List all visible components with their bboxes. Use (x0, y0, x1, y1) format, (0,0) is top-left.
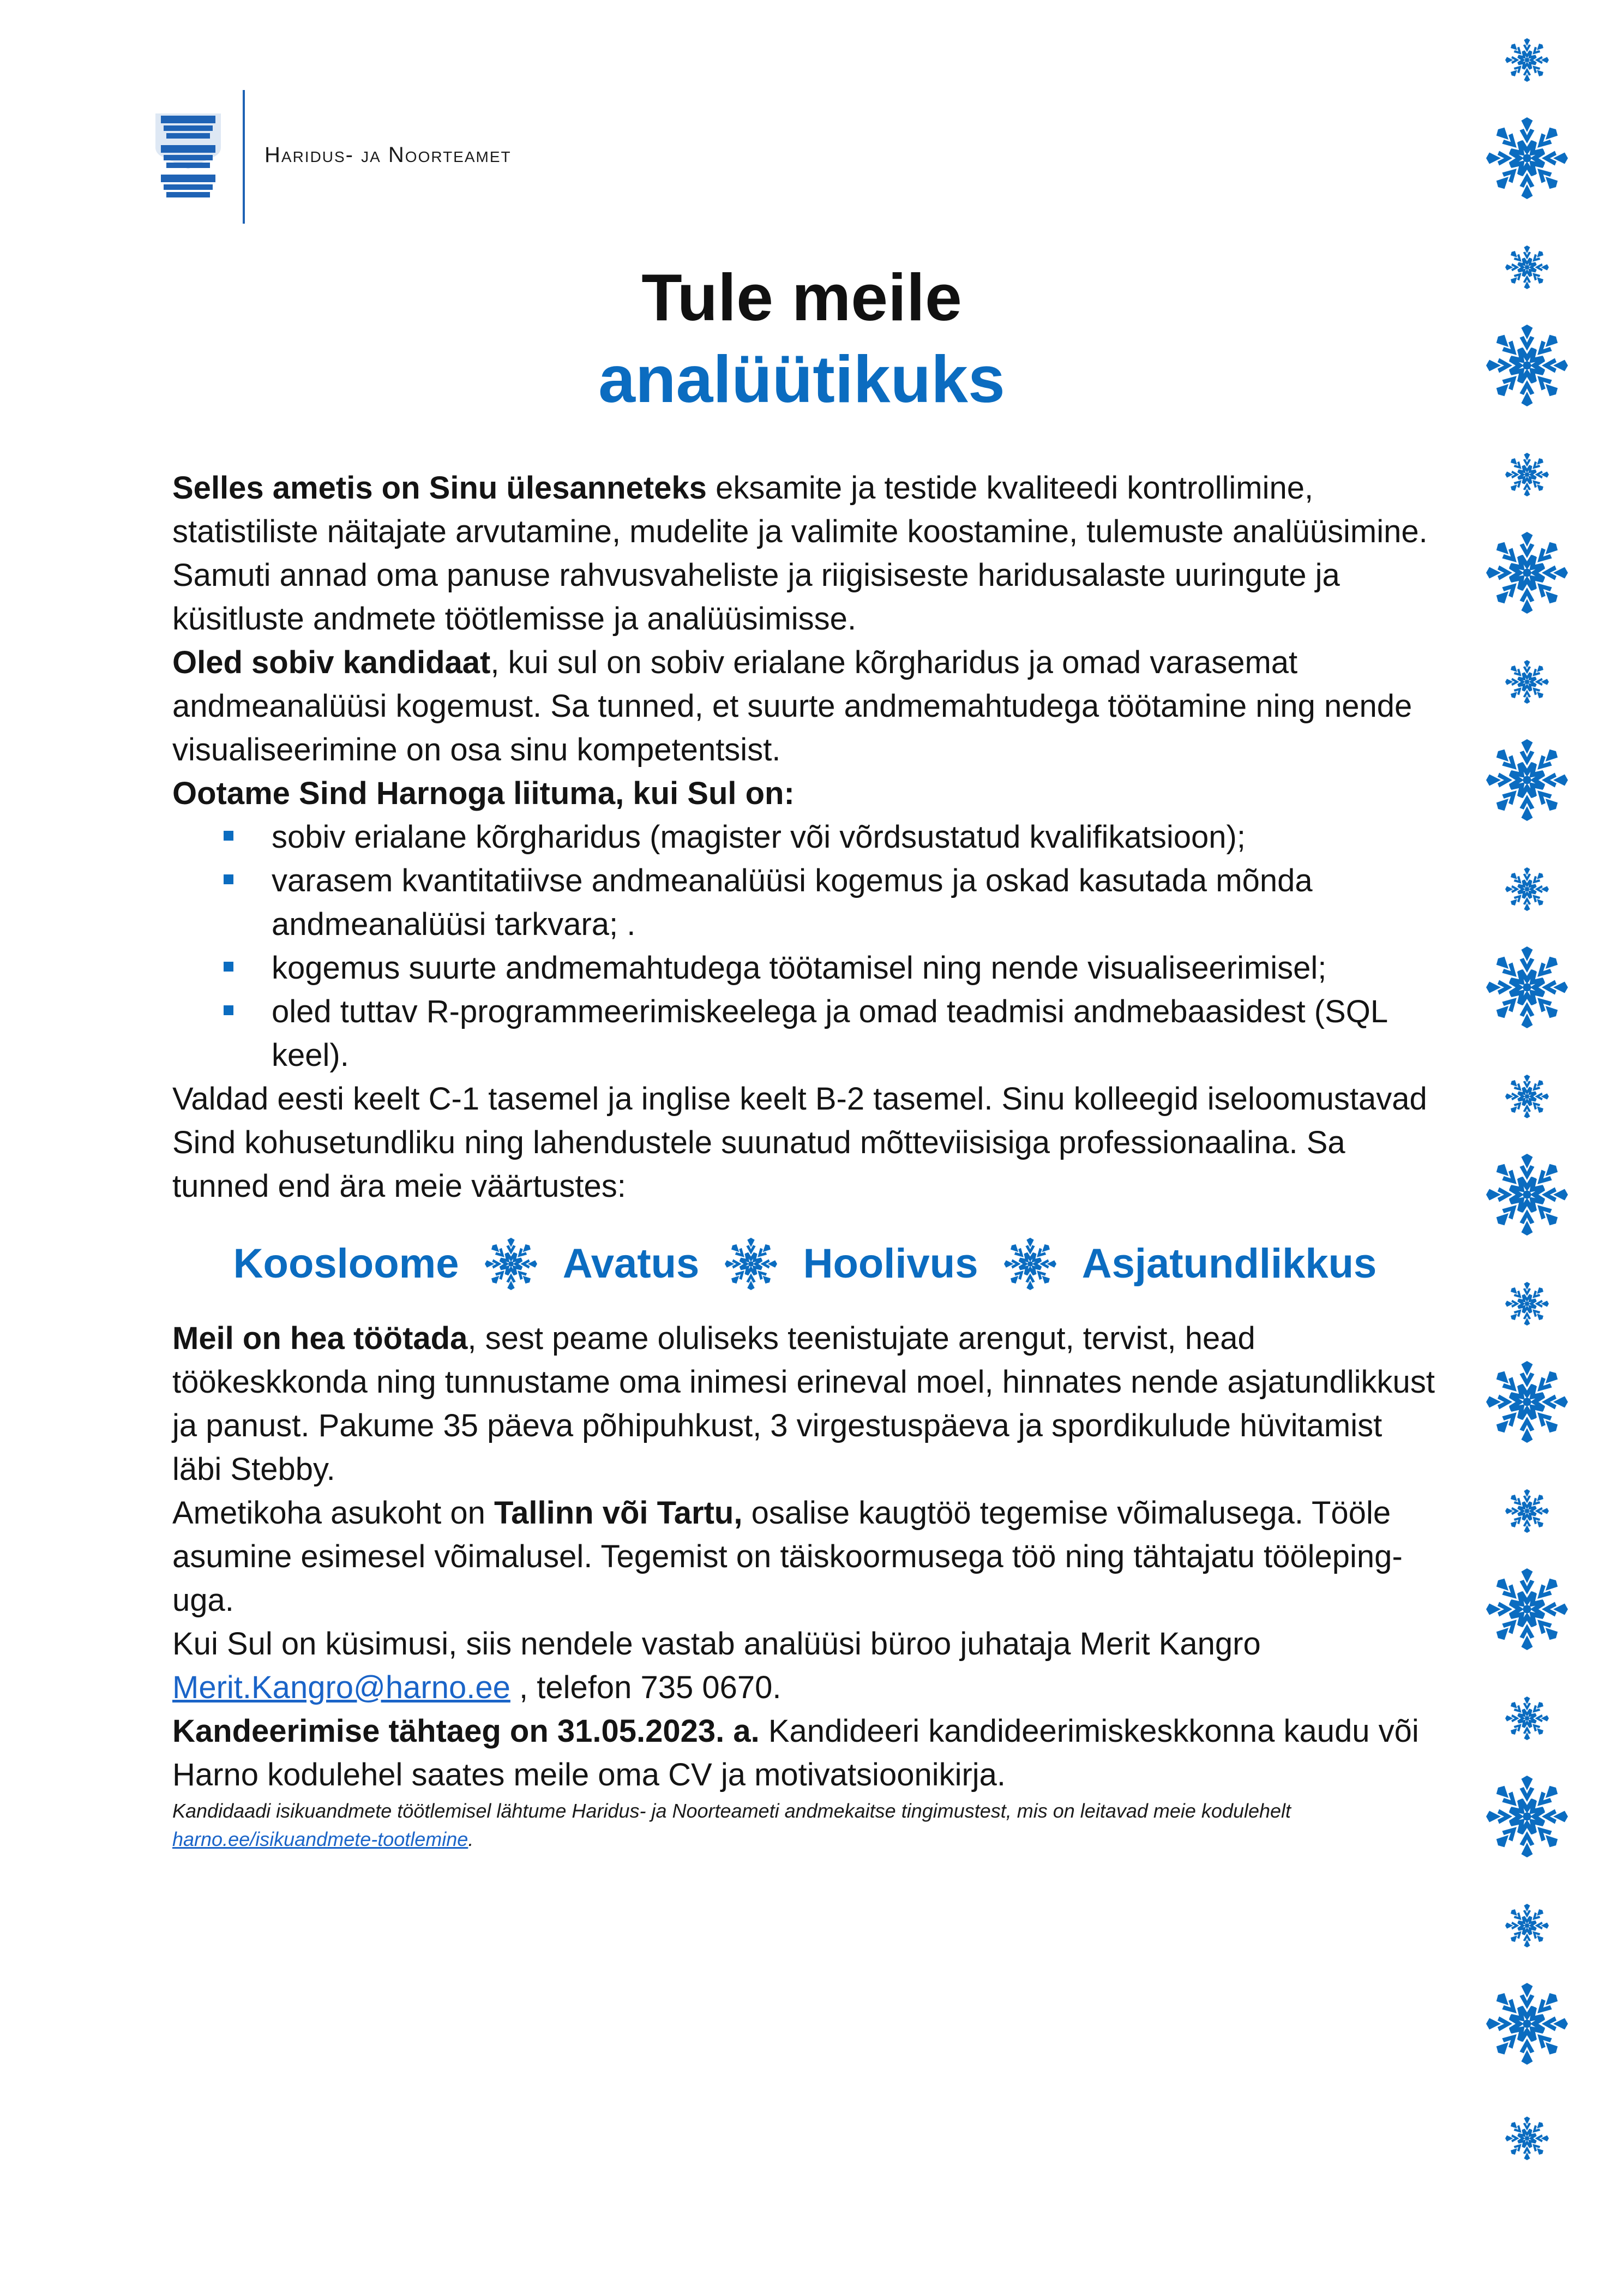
title-line-2: analüütikuks (598, 342, 1005, 416)
coat-of-arms-logo-icon (153, 109, 224, 205)
value-hoolivus: Hoolivus (803, 1240, 978, 1287)
square-bullet-icon (224, 1005, 233, 1015)
list-item: varasem kvantitatiivse andmeanalüüsi kogemus ja oskad kasutada mõnda andmeanalüüsi tarkvara; . (172, 859, 1438, 946)
tasks-text: eksamite ja testide kvaliteedi kontrollimine, statistiliste näitajate arvutamine, mudelite ja valimite koostamine, tulemuste analüüsimine. Samuti annad oma panuse rahvusvaheliste ja riigisiseste haridusalaste uuringute ja küsitluste andmete töötlemisse ja analüüsimisse. (172, 470, 1428, 637)
logo-divider (243, 90, 245, 224)
square-bullet-icon (224, 962, 233, 972)
location-paragraph: Ametikoha asukoht on Tallinn või Tartu, osalise kaugtöö tegemise võimalusega. Tööle asumine esimesel võimalusel. Tegemist on täiskoormusega töö ning tähtajatu töölepinguga. (172, 1495, 1403, 1618)
snowflake-star-icon (725, 1238, 777, 1290)
list-item: kogemus suurte andmemahtudega töötamisel ning nende visualiseerimisel; (172, 946, 1438, 990)
candidate-paragraph (172, 641, 1438, 772)
privacy-link[interactable]: harno.ee/isikuandmete-tootlemine (172, 1827, 468, 1850)
deadline-paragraph (172, 1710, 1438, 1797)
square-bullet-icon (224, 831, 233, 841)
contact-paragraph: Kui Sul on küsimusi, siis nendele vastab analüüsi büroo juhataja Merit Kangro Merit.Kangro@harno.ee , telefon 735 0670. (172, 1626, 1261, 1705)
organization-name: Haridus- ja Noorteamet (265, 143, 512, 167)
candidate-lead: Oled sobiv kandidaat (172, 645, 491, 680)
benefits-paragraph (172, 1317, 1438, 1491)
candidate-text: , kui sul on sobiv erialane kõrgharidus ja omad varasemat andmeanalüüsi kogemust. Sa tunned, et suurte andmemahtudega töötamine ning nende visualiseerimine on osa sinu kompetentsist. (172, 645, 1412, 768)
square-bullet-icon (224, 874, 233, 884)
estonian-star-pattern-icon (1456, 22, 1598, 2215)
privacy-footnote: Kandidaadi isikuandmete töötlemisel lähtume Haridus- ja Noorteameti andmekaitse tingimustest, mis on leitavad meie kodulehelt harno.ee/isikuandmete-tootlemine. (172, 1799, 1291, 1850)
value-koosloome: Koosloome (233, 1240, 459, 1287)
location-cities: Tallinn või Tartu, (494, 1495, 743, 1531)
contact-email-link[interactable]: Merit.Kangro@harno.ee (172, 1669, 510, 1705)
title-line-1: Tule meile (641, 260, 962, 334)
benefits-lead: Meil on hea töötada (172, 1320, 468, 1356)
job-description (172, 466, 1438, 1854)
tasks-paragraph (172, 466, 1438, 641)
list-item: sobiv erialane kõrgharidus (magister või võrdsustatud kvalifikatsioon); (172, 816, 1438, 859)
value-asjatundlikkus: Asjatundlikkus (1081, 1240, 1377, 1287)
requirements-heading: Ootame Sind Harnoga liituma, kui Sul on: (172, 776, 795, 811)
value-avatus: Avatus (562, 1240, 700, 1287)
snowflake-star-icon (485, 1238, 537, 1290)
deadline-lead: Kandeerimise tähtaeg on 31.05.2023. a. (172, 1713, 760, 1749)
list-item: oled tuttav R-programmeerimiskeelega ja omad teadmisi andmebaasidest (SQL keel). (172, 990, 1438, 1077)
page-title (153, 256, 1451, 420)
language-paragraph: Valdad eesti keelt C-1 tasemel ja inglise keelt B-2 tasemel. Sinu kolleegid iseloomustavad Sind kohusetundliku ning lahendustele suunatud mõtteviisisiga professionaalina. Sa tunned end ära meie väärtustes: (172, 1081, 1427, 1204)
requirements-list (172, 816, 1438, 1077)
tasks-lead: Selles ametis on Sinu ülesanneteks (172, 470, 707, 506)
values-row (172, 1231, 1438, 1294)
benefits-text: , sest peame oluliseks teenistujate arengut, tervist, head töökeskkonda ning tunnustame oma inimesi erineval moel, hinnates nende asjatundlikkust ja panust. Pakume 35 päeva põhipuhkust, 3 virgestuspäeva ja spordikulude hüvitamist läbi Stebby. (172, 1320, 1435, 1487)
deadline-text: Kandideeri kandideerimiskeskkonna kaudu või Harno kodulehel saates meile oma CV ja motivatsioonikirja. (172, 1713, 1419, 1793)
snowflake-star-icon (1004, 1238, 1056, 1290)
